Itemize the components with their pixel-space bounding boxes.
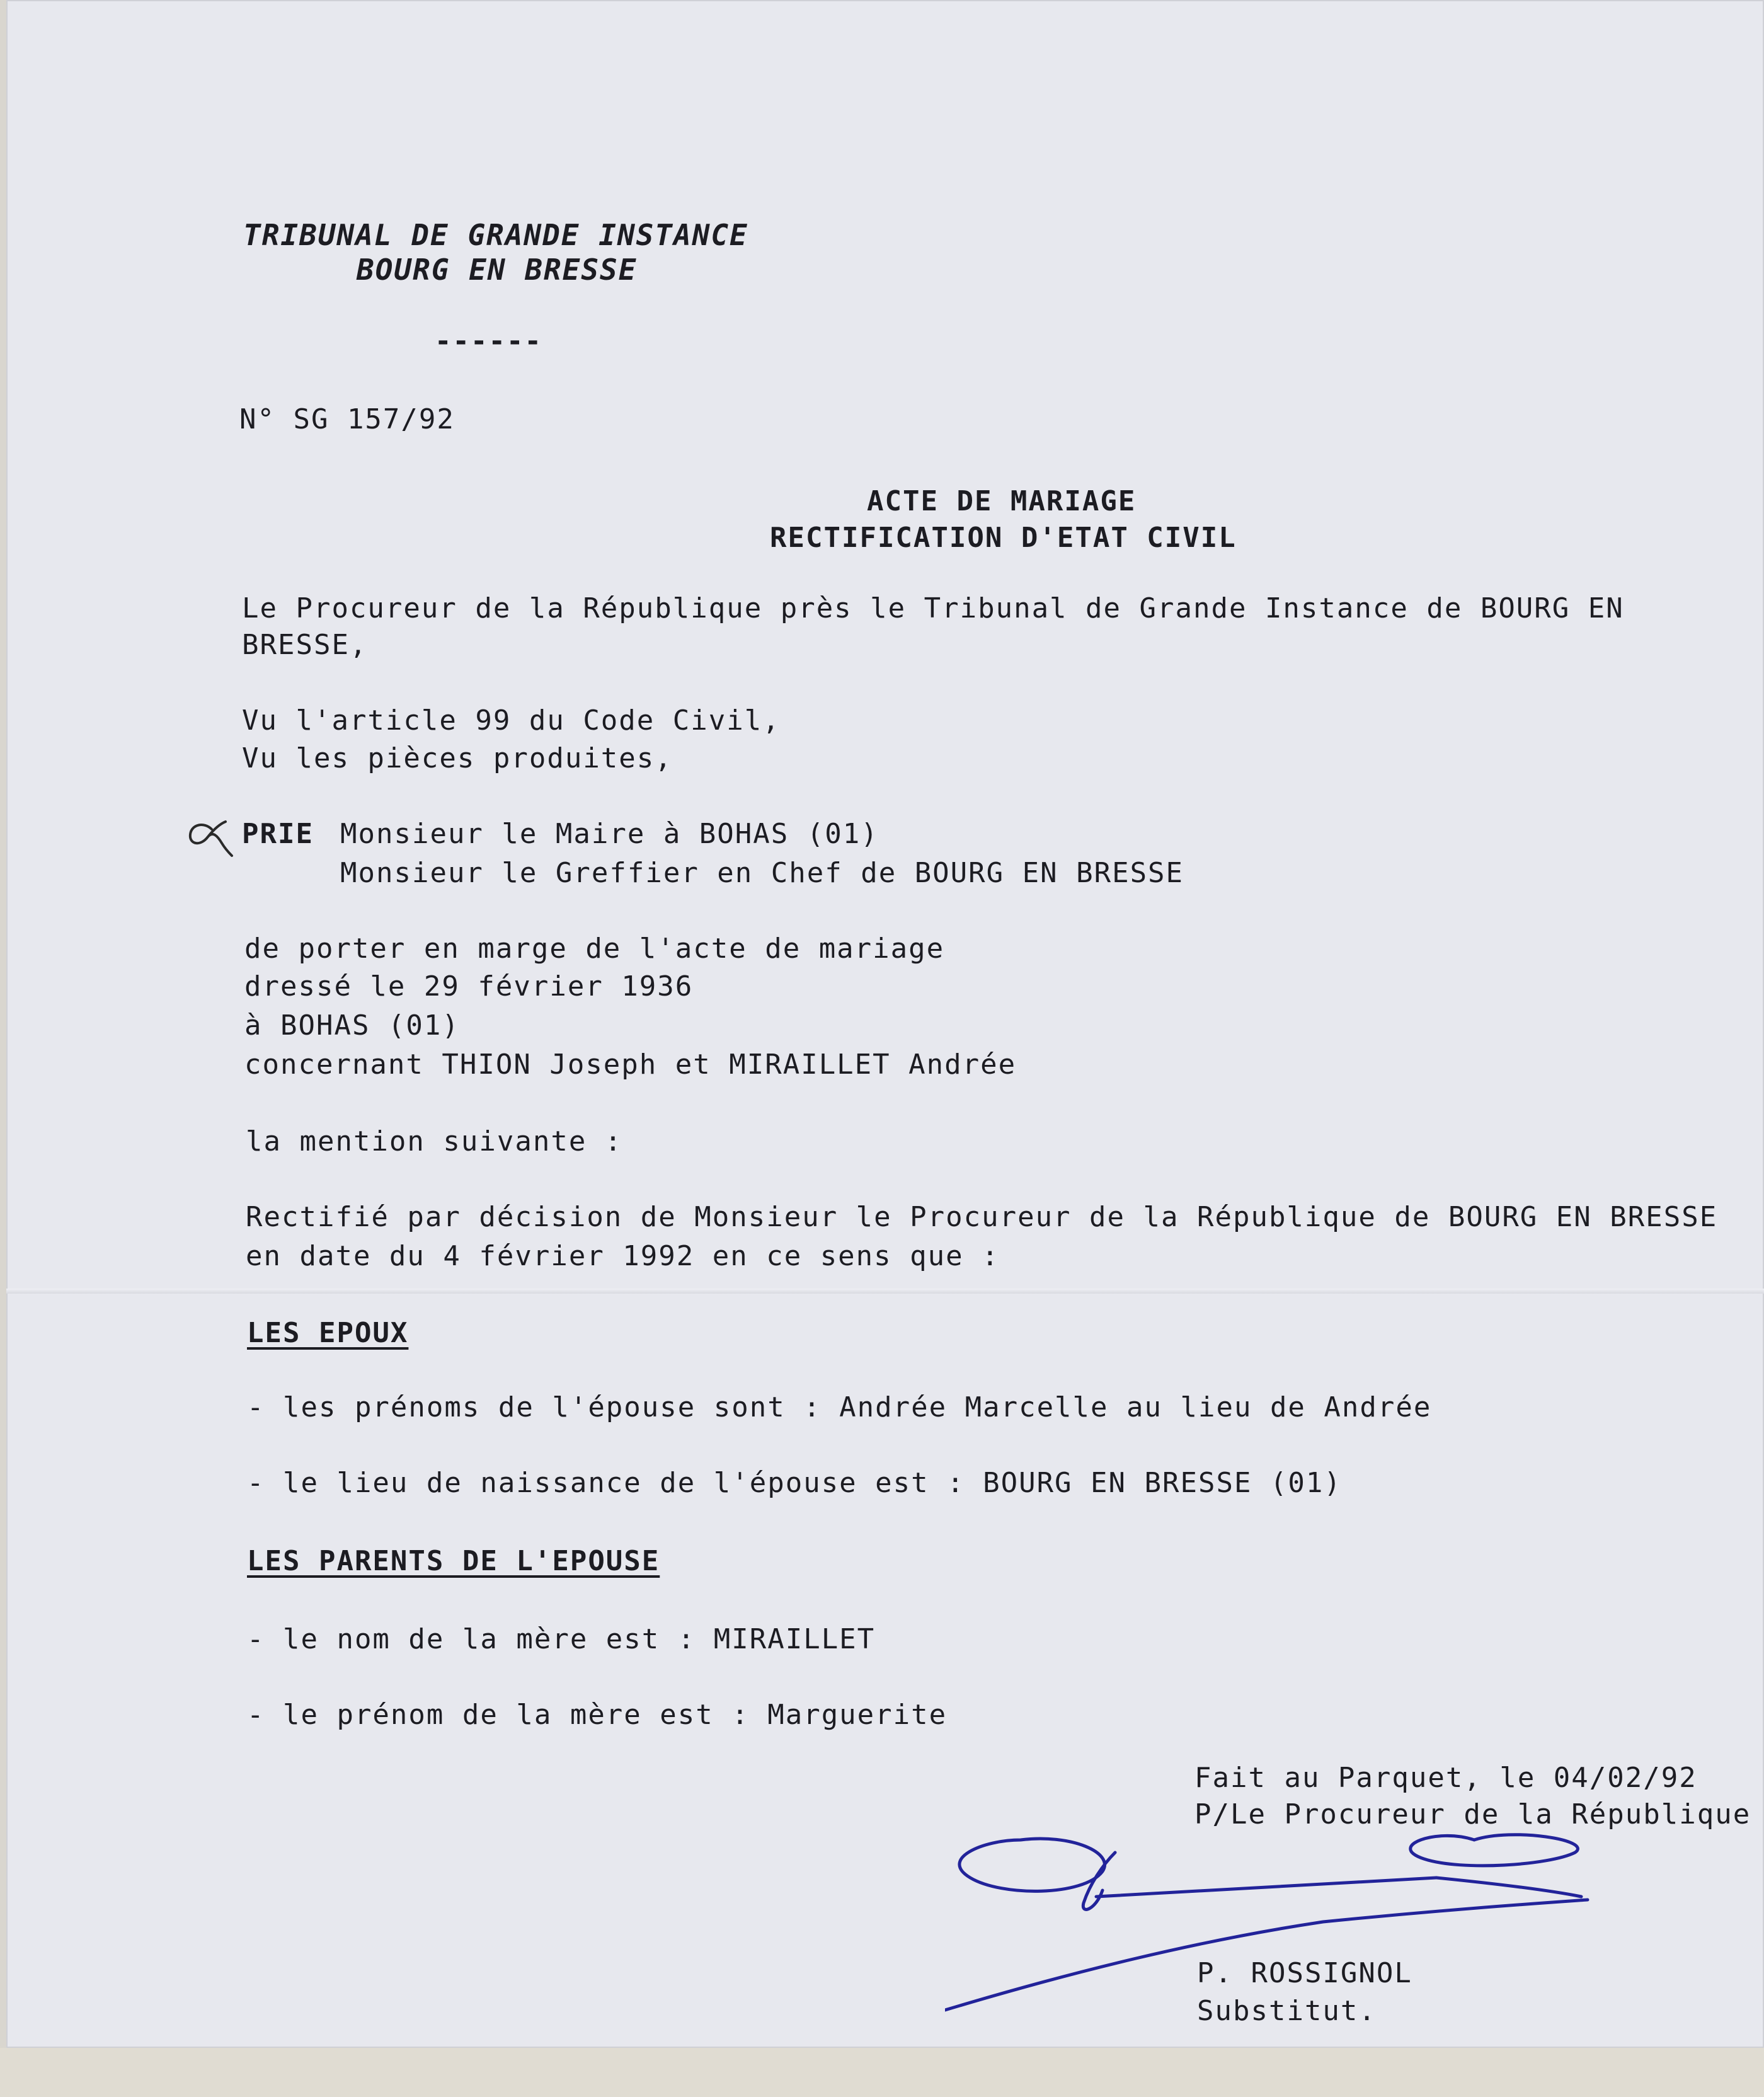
signatory-title: Substitut. bbox=[1197, 1995, 1377, 2027]
acte-line3: à BOHAS (01) bbox=[244, 1009, 460, 1042]
reference-number: N° SG 157/92 bbox=[239, 403, 455, 435]
intro-line1: Le Procureur de la République près le Tribunal de Grande Instance de BOURG EN bbox=[242, 592, 1624, 624]
parents-item-prenom-mere: - le prénom de la mère est : Marguerite bbox=[247, 1699, 948, 1731]
acte-line1: de porter en marge de l'acte de mariage bbox=[244, 933, 945, 965]
mention-line: la mention suivante : bbox=[246, 1125, 623, 1158]
section-heading-parents: LES PARENTS DE L'EPOUSE bbox=[247, 1545, 660, 1577]
vu-line2: Vu les pièces produites, bbox=[242, 742, 673, 774]
header-separator: ------ bbox=[435, 325, 542, 357]
document-title-line2: RECTIFICATION D'ETAT CIVIL bbox=[770, 522, 1237, 554]
handwritten-alpha-mark bbox=[186, 818, 234, 858]
prie-keyword: PRIE bbox=[242, 818, 314, 850]
document-title-line1: ACTE DE MARIAGE bbox=[867, 485, 1137, 517]
closing-place-date: Fait au Parquet, le 04/02/92 bbox=[1194, 1762, 1697, 1794]
acte-line2: dressé le 29 février 1936 bbox=[244, 970, 694, 1003]
closing-role: P/Le Procureur de la République bbox=[1194, 1798, 1751, 1830]
epoux-item-lieu-naissance: - le lieu de naissance de l'épouse est : BOURG EN BRESSE (01) bbox=[247, 1467, 1342, 1499]
prie-line1: Monsieur le Maire à BOHAS (01) bbox=[340, 818, 879, 850]
court-name-line2: BOURG EN BRESSE bbox=[357, 253, 638, 287]
vu-line1: Vu l'article 99 du Code Civil, bbox=[242, 704, 781, 737]
rectifie-line1: Rectifié par décision de Monsieur le Procureur de la République de BOURG EN BRESSE bbox=[246, 1201, 1718, 1233]
epoux-item-prenoms: - les prénoms de l'épouse sont : Andrée Marcelle au lieu de Andrée bbox=[247, 1391, 1432, 1423]
section-heading-epoux: LES EPOUX bbox=[247, 1317, 409, 1349]
acte-line4: concernant THION Joseph et MIRAILLET Andrée bbox=[244, 1048, 1017, 1081]
rectifie-line2: en date du 4 février 1992 en ce sens que : bbox=[246, 1240, 1000, 1272]
prie-line2: Monsieur le Greffier en Chef de BOURG EN BRESSE bbox=[340, 857, 1184, 889]
parents-item-nom-mere: - le nom de la mère est : MIRAILLET bbox=[247, 1623, 876, 1655]
court-name-line1: TRIBUNAL DE GRANDE INSTANCE bbox=[243, 218, 748, 252]
signatory-name: P. ROSSIGNOL bbox=[1197, 1957, 1412, 1989]
intro-line2: BRESSE, bbox=[242, 629, 368, 661]
